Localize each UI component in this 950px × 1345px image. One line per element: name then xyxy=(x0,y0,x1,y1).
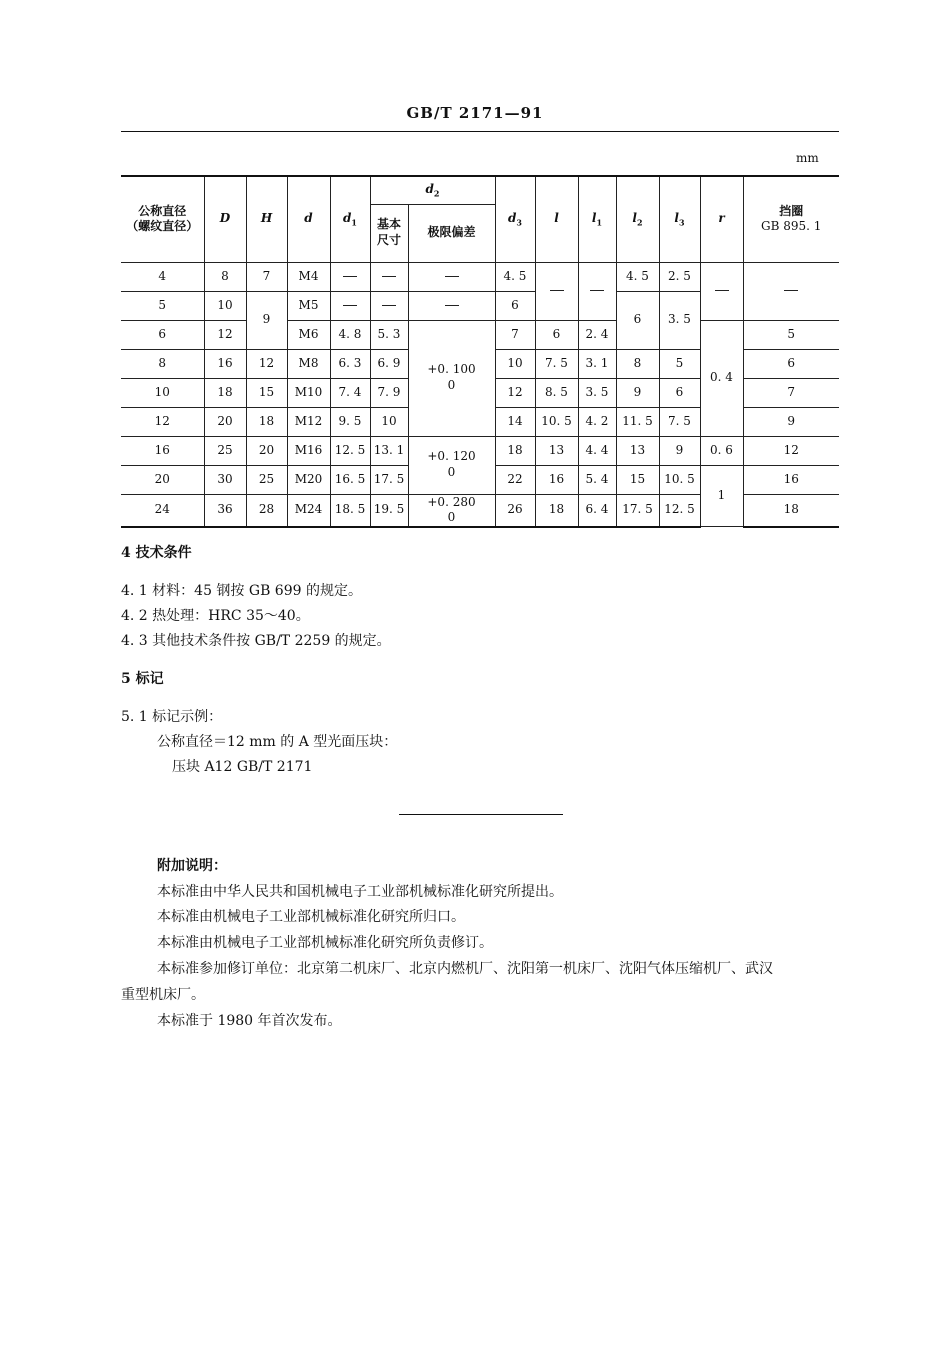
cell-l3: 2. 5 xyxy=(659,262,700,291)
cell-d3: 7 xyxy=(495,320,535,349)
section-5-heading: 5 标记 xyxy=(121,671,164,687)
cell-l2: 11. 5 xyxy=(616,407,659,436)
cell-nominal: 16 xyxy=(121,436,204,465)
cell-l1: 5. 4 xyxy=(578,465,616,494)
cell-D: 12 xyxy=(204,320,246,349)
section-4-item-3: 4. 3 其他技术条件按 GB/T 2259 的规定。 xyxy=(121,633,391,649)
cell-H: 28 xyxy=(246,494,287,527)
cell-d: M4 xyxy=(287,262,330,291)
cell-nominal: 4 xyxy=(121,262,204,291)
cell-H: 18 xyxy=(246,407,287,436)
cell-D: 10 xyxy=(204,291,246,320)
section-4-item-1: 4. 1 材料：45 钢按 GB 699 的规定。 xyxy=(121,583,362,599)
cell-d: M24 xyxy=(287,494,330,527)
cell-l1: 6. 4 xyxy=(578,494,616,527)
cell-ring: 6 xyxy=(743,349,839,378)
cell-l2: 13 xyxy=(616,436,659,465)
notes-line-2: 本标准由机械电子工业部机械标准化研究所归口。 xyxy=(157,909,465,925)
cell-nominal: 8 xyxy=(121,349,204,378)
cell-l1: 4. 2 xyxy=(578,407,616,436)
cell-H: 20 xyxy=(246,436,287,465)
cell-l: 13 xyxy=(535,436,578,465)
cell-d2-tol xyxy=(408,262,495,291)
cell-ring: 12 xyxy=(743,436,839,465)
cell-l3: 3. 5 xyxy=(659,291,700,349)
header-rule xyxy=(121,131,839,132)
cell-d1 xyxy=(330,291,370,320)
cell-l: 6 xyxy=(535,320,578,349)
notes-title: 附加说明： xyxy=(157,858,227,874)
cell-d1: 7. 4 xyxy=(330,378,370,407)
marking-example-description: 公称直径＝12 mm 的 A 型光面压块： xyxy=(157,734,398,750)
cell-l3: 12. 5 xyxy=(659,494,700,527)
cell-l2: 6 xyxy=(616,291,659,349)
notes-line-5: 重型机床厂。 xyxy=(121,987,205,1003)
notes-line-4: 本标准参加修订单位：北京第二机床厂、北京内燃机厂、沈阳第一机床厂、沈阳气体压缩机厂、武汉 xyxy=(157,961,773,977)
cell-D: 20 xyxy=(204,407,246,436)
cell-d3: 12 xyxy=(495,378,535,407)
cell-d: M10 xyxy=(287,378,330,407)
cell-d2-tol: +0. 100 0 xyxy=(408,320,495,436)
cell-l xyxy=(535,262,578,320)
notes-line-3: 本标准由机械电子工业部机械标准化研究所负责修订。 xyxy=(157,935,493,951)
cell-l2: 4. 5 xyxy=(616,262,659,291)
header-d1: $d_1$ xyxy=(330,176,370,262)
cell-ring xyxy=(743,262,839,320)
cell-d2-basic: 7. 9 xyxy=(370,378,408,407)
cell-l: 10. 5 xyxy=(535,407,578,436)
cell-r: 0. 6 xyxy=(700,436,743,465)
cell-d1: 16. 5 xyxy=(330,465,370,494)
cell-nominal: 20 xyxy=(121,465,204,494)
cell-ring: 5 xyxy=(743,320,839,349)
cell-l: 18 xyxy=(535,494,578,527)
cell-d2-basic xyxy=(370,291,408,320)
cell-r: 0. 4 xyxy=(700,320,743,436)
cell-H: 25 xyxy=(246,465,287,494)
section-4-heading: 4 技术条件 xyxy=(121,545,192,561)
cell-d3: 22 xyxy=(495,465,535,494)
cell-l2: 15 xyxy=(616,465,659,494)
cell-d3: 26 xyxy=(495,494,535,527)
cell-d2-basic: 10 xyxy=(370,407,408,436)
cell-l3: 5 xyxy=(659,349,700,378)
cell-l3: 10. 5 xyxy=(659,465,700,494)
cell-d: M5 xyxy=(287,291,330,320)
cell-l2: 9 xyxy=(616,378,659,407)
cell-d: M8 xyxy=(287,349,330,378)
cell-d1: 4. 8 xyxy=(330,320,370,349)
header-d: d xyxy=(287,176,330,262)
header-d3: $d_3$ xyxy=(495,176,535,262)
cell-D: 8 xyxy=(204,262,246,291)
cell-D: 16 xyxy=(204,349,246,378)
header-l: l xyxy=(535,176,578,262)
header-l1: $l_1$ xyxy=(578,176,616,262)
cell-l2: 17. 5 xyxy=(616,494,659,527)
cell-H: 7 xyxy=(246,262,287,291)
cell-d1: 9. 5 xyxy=(330,407,370,436)
cell-l2: 8 xyxy=(616,349,659,378)
header-nominal-diameter: 公称直径 （螺纹直径） xyxy=(121,176,204,262)
cell-ring: 9 xyxy=(743,407,839,436)
cell-nominal: 6 xyxy=(121,320,204,349)
cell-H: 12 xyxy=(246,349,287,378)
cell-d3: 4. 5 xyxy=(495,262,535,291)
cell-ring: 16 xyxy=(743,465,839,494)
cell-l1: 3. 1 xyxy=(578,349,616,378)
header-d2: $d_2$ xyxy=(370,176,495,204)
cell-l3: 6 xyxy=(659,378,700,407)
cell-H: 9 xyxy=(246,291,287,349)
cell-d3: 10 xyxy=(495,349,535,378)
header-retaining-ring: 挡圈 GB 895. 1 xyxy=(743,176,839,262)
marking-example-code: 压块 A12 GB/T 2171 xyxy=(172,759,313,775)
cell-ring: 18 xyxy=(743,494,839,527)
cell-d2-basic xyxy=(370,262,408,291)
section-5-item-1: 5. 1 标记示例： xyxy=(121,709,223,725)
cell-d1: 6. 3 xyxy=(330,349,370,378)
page-header-title: GB/T 2171—91 xyxy=(406,104,544,122)
cell-l1: 4. 4 xyxy=(578,436,616,465)
cell-d1: 12. 5 xyxy=(330,436,370,465)
cell-D: 30 xyxy=(204,465,246,494)
section-4-item-2: 4. 2 热处理：HRC 35～40。 xyxy=(121,608,310,624)
cell-nominal: 10 xyxy=(121,378,204,407)
cell-d2-tol: +0. 120 0 xyxy=(408,436,495,494)
notes-line-1: 本标准由中华人民共和国机械电子工业部机械标准化研究所提出。 xyxy=(157,884,563,900)
unit-label: mm xyxy=(796,151,819,165)
cell-D: 36 xyxy=(204,494,246,527)
cell-r: 1 xyxy=(700,465,743,527)
cell-d2-tol: +0. 280 0 xyxy=(408,494,495,527)
cell-d2-basic: 19. 5 xyxy=(370,494,408,527)
header-H: H xyxy=(246,176,287,262)
cell-l: 16 xyxy=(535,465,578,494)
cell-l: 8. 5 xyxy=(535,378,578,407)
cell-r xyxy=(700,262,743,320)
cell-ring: 7 xyxy=(743,378,839,407)
cell-l1 xyxy=(578,262,616,320)
dimension-table xyxy=(121,175,839,528)
cell-d1 xyxy=(330,262,370,291)
cell-l3: 9 xyxy=(659,436,700,465)
cell-D: 18 xyxy=(204,378,246,407)
header-l3: $l_3$ xyxy=(659,176,700,262)
cell-d3: 14 xyxy=(495,407,535,436)
cell-d2-tol xyxy=(408,291,495,320)
cell-d2-basic: 5. 3 xyxy=(370,320,408,349)
cell-l1: 3. 5 xyxy=(578,378,616,407)
cell-d2-basic: 6. 9 xyxy=(370,349,408,378)
cell-l1: 2. 4 xyxy=(578,320,616,349)
section-divider xyxy=(399,814,563,815)
cell-H: 15 xyxy=(246,378,287,407)
cell-d3: 18 xyxy=(495,436,535,465)
notes-line-6: 本标准于 1980 年首次发布。 xyxy=(157,1013,342,1029)
header-d2-basic-size: 基本 尺寸 xyxy=(370,204,408,262)
cell-d2-basic: 13. 1 xyxy=(370,436,408,465)
header-d2-tolerance: 极限偏差 xyxy=(408,204,495,262)
header-D: D xyxy=(204,176,246,262)
cell-d: M12 xyxy=(287,407,330,436)
header-r: r xyxy=(700,176,743,262)
cell-d2-basic: 17. 5 xyxy=(370,465,408,494)
cell-l: 7. 5 xyxy=(535,349,578,378)
cell-D: 25 xyxy=(204,436,246,465)
header-l2: $l_2$ xyxy=(616,176,659,262)
cell-nominal: 12 xyxy=(121,407,204,436)
cell-nominal: 24 xyxy=(121,494,204,527)
cell-nominal: 5 xyxy=(121,291,204,320)
cell-d1: 18. 5 xyxy=(330,494,370,527)
cell-l3: 7. 5 xyxy=(659,407,700,436)
cell-d3: 6 xyxy=(495,291,535,320)
cell-d: M6 xyxy=(287,320,330,349)
cell-d: M20 xyxy=(287,465,330,494)
cell-d: M16 xyxy=(287,436,330,465)
